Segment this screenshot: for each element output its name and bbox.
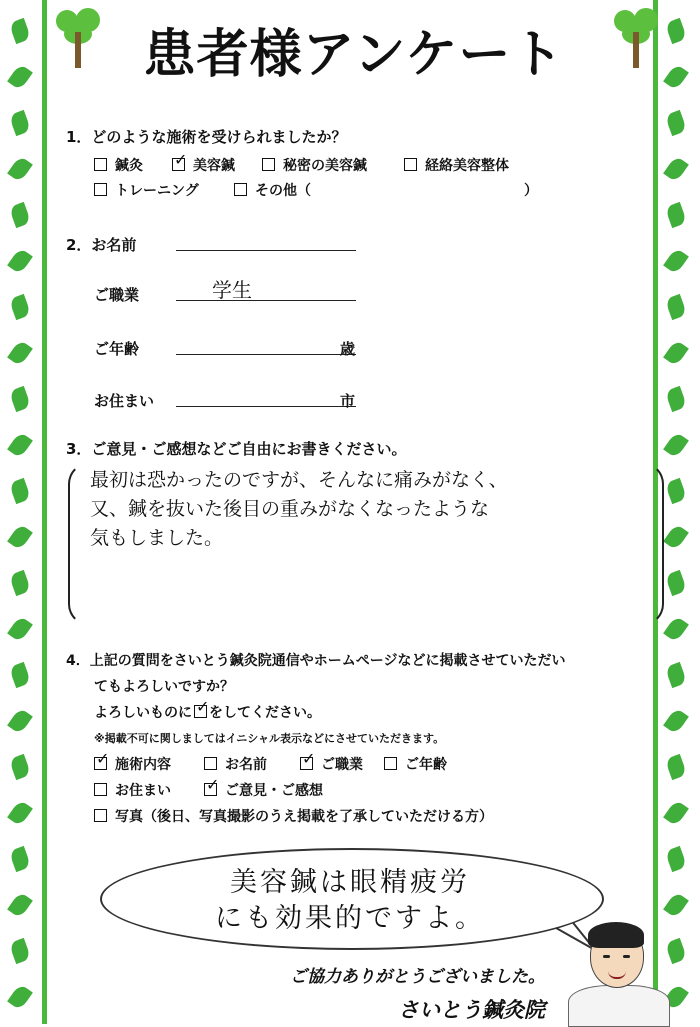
checkbox-icon[interactable] [94, 158, 107, 171]
tree-icon-right [608, 8, 664, 70]
occupation-field[interactable] [176, 280, 356, 301]
checkbox-icon[interactable] [94, 183, 107, 196]
q4-label-line1: 4．上記の質問をさいとう鍼灸院通信やホームページなどに掲載させていただい [66, 653, 566, 669]
q4-instruction: よろしいものに✓ をしてください。 [94, 702, 321, 722]
tree-icon-left [50, 8, 106, 70]
q1-other-close-paren: ） [524, 183, 538, 199]
checked-checkbox-icon[interactable] [94, 757, 107, 770]
staff-hair [588, 922, 644, 948]
checkbox-icon[interactable] [204, 757, 217, 770]
checkbox-icon[interactable] [94, 783, 107, 796]
q1-option-other[interactable]: その他（ [234, 180, 311, 200]
comment-line: 最初は恐かったのですが、そんなに痛みがなく、 [90, 469, 508, 491]
checked-checkbox-icon[interactable] [300, 757, 313, 770]
comment-text [90, 466, 508, 553]
q4-option-name[interactable]: お名前 [204, 754, 267, 774]
comment-line: 気もしました。 [90, 527, 224, 549]
q1-option-training[interactable]: トレーニング [94, 180, 199, 200]
staff-shirt [568, 985, 670, 1027]
checkbox-icon[interactable] [94, 809, 107, 822]
bubble-line: 美容鍼は眼精疲労 [230, 867, 470, 898]
q1-option-beauty-acupuncture[interactable]: ✓ 美容鍼 [172, 155, 235, 175]
q4-note: ※掲載不可に関しましてはイニシャル表示などにさせていただきます。 [94, 732, 445, 745]
q2-label: 2．お名前 [66, 236, 137, 254]
q1-option-secret-beauty[interactable]: 秘密の美容鍼 [262, 155, 367, 175]
q1-option-acupuncture[interactable]: 鍼灸 [94, 155, 143, 175]
checked-checkbox-icon[interactable] [172, 158, 185, 171]
checkbox-icon[interactable] [404, 158, 417, 171]
checkbox-icon[interactable] [384, 757, 397, 770]
page-title: 患者様アンケート [143, 25, 565, 85]
age-suffix: 歳 [340, 340, 356, 358]
occupation-value: 学生 [212, 278, 252, 302]
left-leaf-border [0, 0, 47, 1024]
q3-label: 3．ご意見・ご感想などご自由にお書きください。 [66, 440, 407, 458]
address-field[interactable] [176, 388, 356, 407]
q4-option-photo[interactable]: 写真（後日、写真撮影のうえ掲載を了承していただける方） [94, 806, 493, 826]
q4-option-treatment[interactable]: ✓施術内容 [94, 754, 171, 774]
checked-checkbox-icon [194, 705, 207, 718]
q1-label: 1．どのような施術を受けられましたか？ [66, 128, 347, 146]
q4-option-address[interactable]: お住まい [94, 780, 171, 800]
address-suffix: 市 [340, 392, 356, 410]
address-label: お住まい [94, 392, 155, 410]
checkbox-icon[interactable] [234, 183, 247, 196]
q4-option-occupation[interactable]: ✓ ご職業 [300, 754, 363, 774]
thanks-message: ご協力ありがとうございました。 [290, 967, 545, 987]
clinic-name: さいとう鍼灸院 [398, 998, 545, 1022]
q1-option-meridian[interactable]: 経絡美容整体 [404, 155, 509, 175]
age-field[interactable] [176, 336, 356, 355]
age-label: ご年齢 [94, 340, 140, 358]
q4-label-line2: てもよろしいですか？ [94, 679, 234, 695]
comment-line: 又、鍼を抜いた後目の重みがなくなったような [90, 498, 490, 520]
bubble-text [100, 865, 600, 937]
name-field[interactable] [176, 232, 356, 251]
checked-checkbox-icon[interactable] [204, 783, 217, 796]
checkbox-icon[interactable] [262, 158, 275, 171]
q4-option-age[interactable]: ご年齢 [384, 754, 447, 774]
q4-option-comments[interactable]: ✓ ご意見・ご感想 [204, 780, 323, 800]
occupation-label: ご職業 [94, 286, 140, 304]
bubble-line: にも効果的ですよ。 [215, 903, 485, 934]
